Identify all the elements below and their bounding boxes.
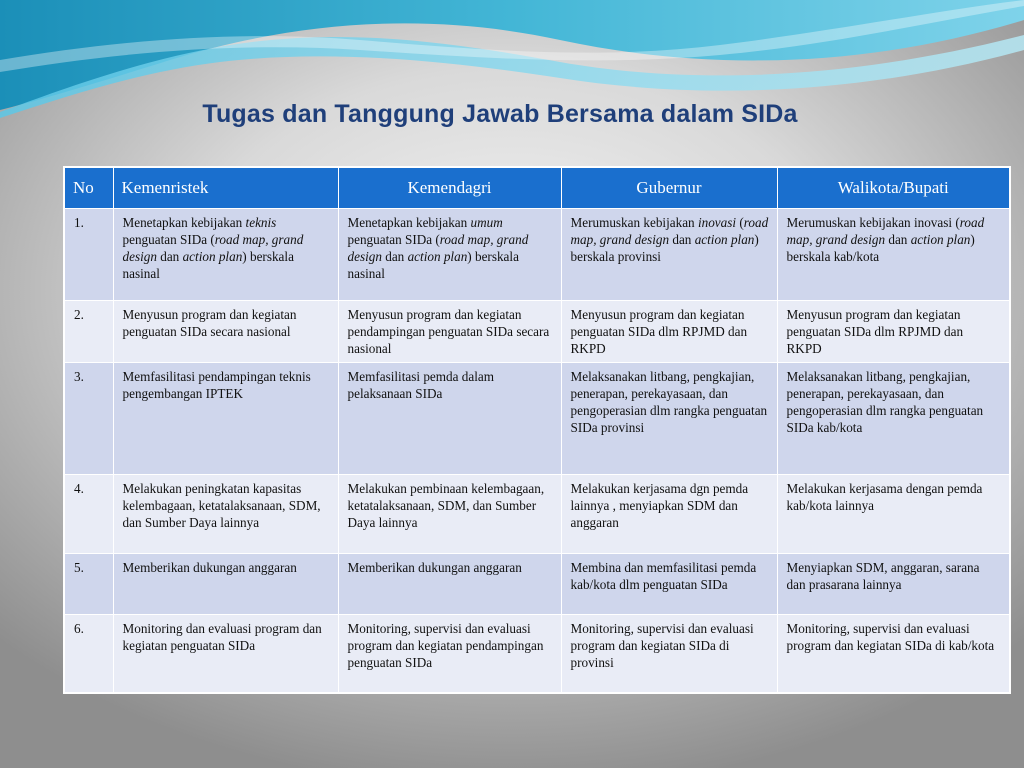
- text-segment: Merumuskan kebijakan: [570, 215, 698, 230]
- table-row: [64, 615, 1010, 694]
- header-kemendagri: Kemendagri: [338, 167, 561, 209]
- text-segment-italic: action plan: [407, 249, 468, 264]
- cell-walikota-bupati: Menyusun program dan kegiatan penguatan SIDa dlm RPJMD dan RKPD: [777, 301, 1010, 363]
- header-gubernur: Gubernur: [561, 167, 777, 209]
- text-segment-italic: umum: [470, 215, 503, 230]
- cell-kemendagri: [338, 209, 561, 301]
- cell-kemendagri: Melakukan pembinaan kelembagaan, ketatalaksanaan, SDM, dan Sumber Daya lainnya: [338, 475, 561, 554]
- cell-no: 3.: [64, 363, 113, 475]
- cell-walikota-bupati: Melakukan kerjasama dengan pemda kab/kota lainnya: [777, 475, 1010, 554]
- cell-walikota-bupati: Menyiapkan SDM, anggaran, sarana dan prasarana lainnya: [777, 554, 1010, 615]
- text-segment-italic: action plan: [182, 249, 243, 264]
- cell-gubernur: Melaksanakan litbang, pengkajian, penerapan, perekayasaan, dan pengoperasian dlm rangka penguatan SIDa provinsi: [561, 363, 777, 475]
- cell-kemendagri: Memberikan dukungan anggaran: [338, 554, 561, 615]
- cell-no: 1.: [64, 209, 113, 301]
- cell-kemenristek: Menyusun program dan kegiatan penguatan SIDa secara nasional: [113, 301, 338, 363]
- cell-gubernur: Melakukan kerjasama dgn pemda lainnya , menyiapkan SDM dan anggaran: [561, 475, 777, 554]
- text-segment: Merumuskan kebijakan inovasi (: [786, 215, 960, 230]
- text-segment: ) berskala provinsi: [570, 232, 759, 264]
- cell-gubernur: Membina dan memfasilitasi pemda kab/kota dlm penguatan SIDa: [561, 554, 777, 615]
- slide-title: Tugas dan Tanggung Jawab Bersama dalam SIDa: [202, 100, 798, 128]
- text-segment-italic: teknis: [245, 215, 277, 230]
- cell-gubernur: Menyusun program dan kegiatan penguatan SIDa dlm RPJMD dan RKPD: [561, 301, 777, 363]
- cell-kemendagri: Memfasilitasi pemda dalam pelaksanaan SIDa: [338, 363, 561, 475]
- text-segment-italic: inovasi: [697, 215, 737, 230]
- text-segment-italic: road map, grand design: [122, 232, 304, 264]
- cell-gubernur: Monitoring, supervisi dan evaluasi program dan kegiatan SIDa di provinsi: [561, 615, 777, 694]
- text-segment-italic: action plan: [910, 232, 971, 247]
- table-header-row: [64, 167, 1010, 209]
- text-segment: dan: [885, 232, 911, 247]
- cell-no: 5.: [64, 554, 113, 615]
- text-segment: ) berskala nasinal: [122, 249, 294, 281]
- cell-no: 2.: [64, 301, 113, 363]
- text-segment-italic: action plan: [694, 232, 755, 247]
- cell-kemenristek: Melakukan peningkatan kapasitas kelembagaan, ketatalaksanaan, SDM, dan Sumber Daya lainnya: [113, 475, 338, 554]
- text-segment: dan: [381, 249, 408, 264]
- table-row: [64, 475, 1010, 554]
- cell-walikota-bupati: Monitoring, supervisi dan evaluasi program dan kegiatan SIDa di kab/kota: [777, 615, 1010, 694]
- header-no: No: [64, 167, 113, 209]
- cell-no: 4.: [64, 475, 113, 554]
- responsibility-table: [63, 166, 1011, 694]
- cell-kemenristek: Memberikan dukungan anggaran: [113, 554, 338, 615]
- cell-kemendagri: Monitoring, supervisi dan evaluasi program dan kegiatan pendampingan penguatan SIDa: [338, 615, 561, 694]
- cell-gubernur: [561, 209, 777, 301]
- responsibility-table-container: [63, 166, 1009, 694]
- text-segment-italic: road map, grand design: [570, 215, 769, 247]
- text-segment: (: [736, 215, 744, 230]
- cell-kemenristek: Memfasilitasi pendampingan teknis pengembangan IPTEK: [113, 363, 338, 475]
- text-segment-italic: road map, grand design: [786, 215, 985, 247]
- text-segment-italic: road map, grand design: [347, 232, 529, 264]
- text-segment: dan: [669, 232, 695, 247]
- table-row: [64, 209, 1010, 301]
- text-segment: Menetapkan kebijakan: [122, 215, 246, 230]
- cell-kemendagri: Menyusun program dan kegiatan pendampingan penguatan SIDa secara nasional: [338, 301, 561, 363]
- header-kemenristek: Kemenristek: [113, 167, 338, 209]
- table-row: [64, 363, 1010, 475]
- cell-kemenristek: [113, 209, 338, 301]
- cell-no: 6.: [64, 615, 113, 694]
- table-row: [64, 554, 1010, 615]
- text-segment: dan: [156, 249, 183, 264]
- text-segment: ) berskala kab/kota: [786, 232, 975, 264]
- text-segment: ) berskala nasinal: [347, 249, 519, 281]
- text-segment: penguatan SIDa (: [122, 232, 215, 247]
- cell-kemenristek: Monitoring dan evaluasi program dan kegiatan penguatan SIDa: [113, 615, 338, 694]
- text-segment: penguatan SIDa (: [347, 232, 440, 247]
- table-row: [64, 301, 1010, 363]
- cell-walikota-bupati: Melaksanakan litbang, pengkajian, penerapan, perekayasaan, dan pengoperasian dlm rangka penguatan SIDa kab/kota: [777, 363, 1010, 475]
- header-walikota-bupati: Walikota/Bupati: [777, 167, 1010, 209]
- text-segment: Menetapkan kebijakan: [347, 215, 471, 230]
- cell-walikota-bupati: [777, 209, 1010, 301]
